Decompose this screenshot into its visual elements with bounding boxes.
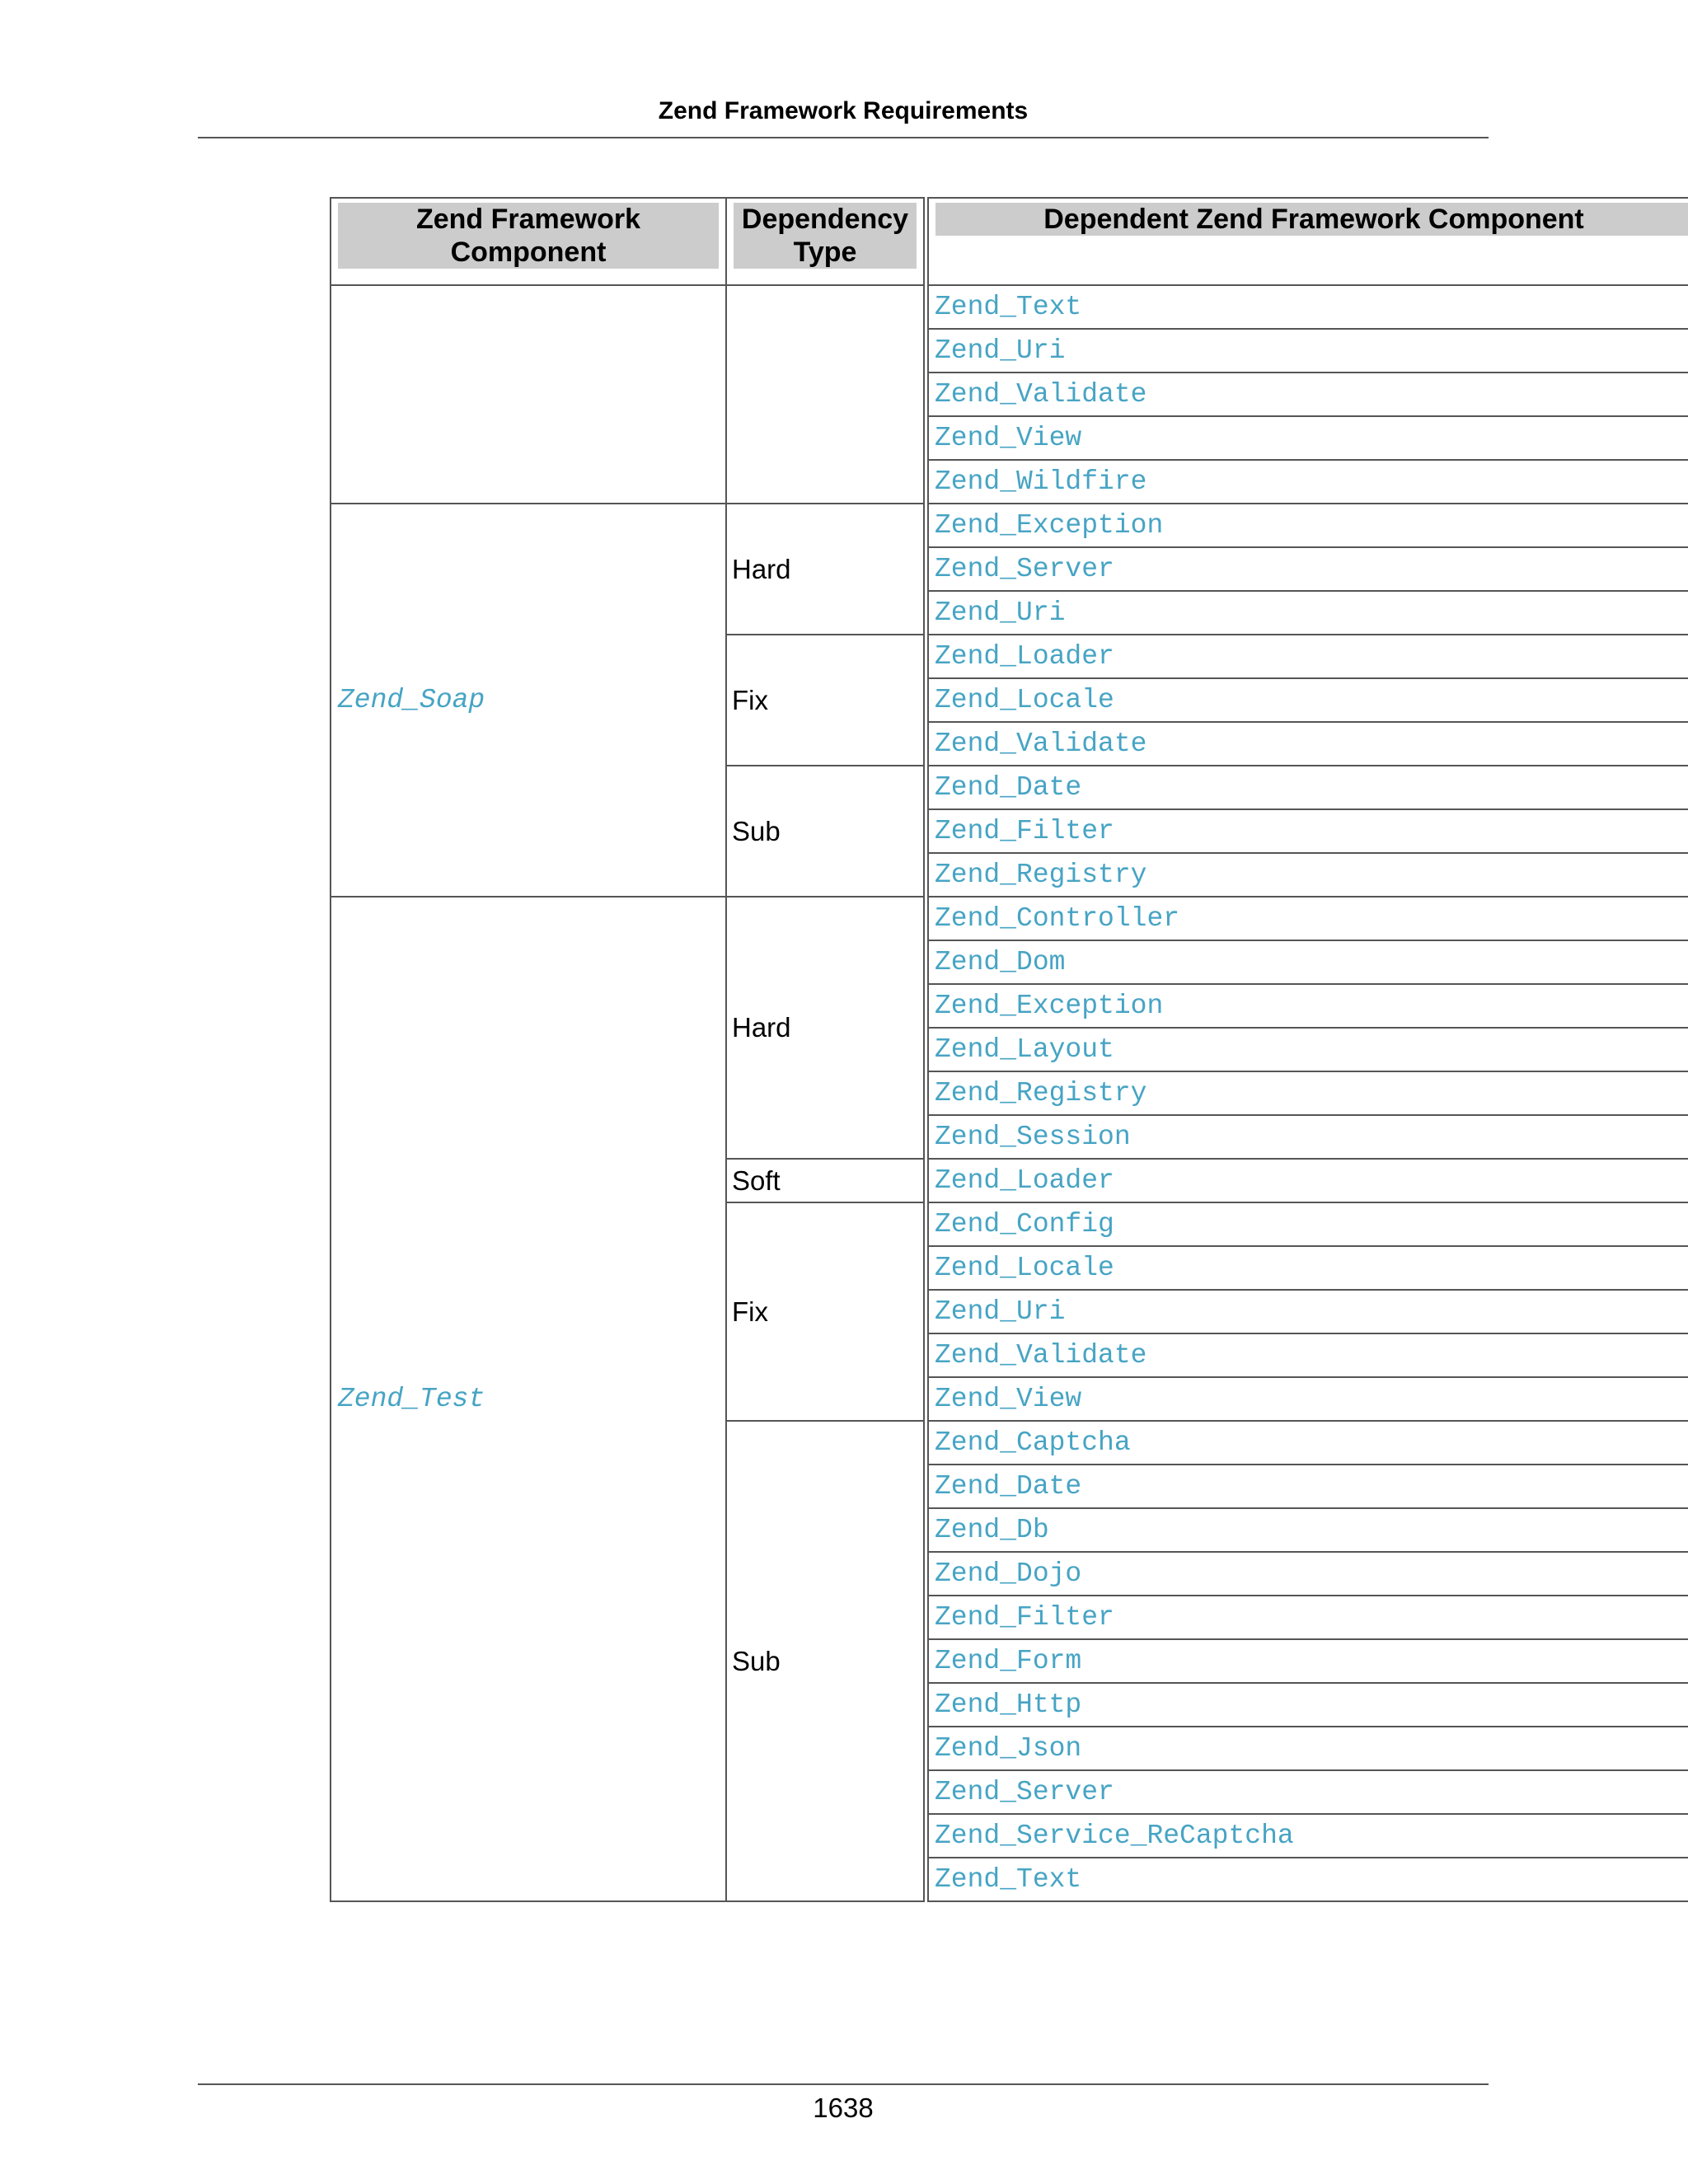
table-row <box>331 504 1688 547</box>
dependency-type-fix: Fix <box>726 1202 924 1421</box>
dependent-link[interactable]: Zend_Locale <box>928 678 1688 722</box>
dependent-link[interactable]: Zend_Filter <box>928 1596 1688 1639</box>
dependent-link[interactable]: Zend_Loader <box>928 635 1688 678</box>
dependent-link[interactable]: Zend_Session <box>928 1115 1688 1159</box>
dependent-link[interactable]: Zend_Http <box>928 1683 1688 1727</box>
dependency-type-soft: Soft <box>726 1159 924 1202</box>
dependent-link[interactable]: Zend_Exception <box>928 984 1688 1028</box>
dependent-link[interactable]: Zend_Controller <box>928 897 1688 940</box>
dependent-link[interactable]: Zend_Registry <box>928 1071 1688 1115</box>
dependent-link[interactable]: Zend_Dojo <box>928 1552 1688 1596</box>
dependent-link[interactable]: Zend_Config <box>928 1202 1688 1246</box>
component-link-zend-test[interactable]: Zend_Test <box>331 897 726 1901</box>
dependent-link[interactable]: Zend_Uri <box>928 591 1688 635</box>
dependent-link[interactable]: Zend_Date <box>928 1465 1688 1508</box>
dependency-type-fix: Fix <box>726 635 924 766</box>
dependent-link[interactable]: Zend_Exception <box>928 504 1688 547</box>
component-link-zend-soap[interactable]: Zend_Soap <box>331 504 726 897</box>
dependency-type-sub: Sub <box>726 766 924 897</box>
header-cell-dependent <box>928 198 1688 285</box>
column-header-dependent-component: Dependent Zend Framework Component <box>935 203 1688 236</box>
dependent-link[interactable]: Zend_Locale <box>928 1246 1688 1290</box>
dependency-type-hard: Hard <box>726 897 924 1159</box>
dependent-link[interactable]: Zend_Validate <box>928 722 1688 766</box>
dependent-link[interactable]: Zend_View <box>928 1377 1688 1421</box>
header-cell-component <box>331 198 726 285</box>
page-number: 1638 <box>198 2083 1489 2126</box>
dependent-link[interactable]: Zend_Uri <box>928 1290 1688 1333</box>
column-header-component: Zend Framework Component <box>338 203 719 269</box>
dependent-link[interactable]: Zend_Validate <box>928 373 1688 416</box>
dependent-link[interactable]: Zend_View <box>928 416 1688 460</box>
dependent-link[interactable]: Zend_Registry <box>928 853 1688 897</box>
continued-component-cell <box>331 285 726 504</box>
dependency-type-hard: Hard <box>726 504 924 635</box>
dependent-link[interactable]: Zend_Layout <box>928 1028 1688 1071</box>
dependent-link[interactable]: Zend_Filter <box>928 809 1688 853</box>
dependent-link[interactable]: Zend_Form <box>928 1639 1688 1683</box>
dependent-link[interactable]: Zend_Server <box>928 1770 1688 1814</box>
dependent-link[interactable]: Zend_Uri <box>928 329 1688 373</box>
dependent-link[interactable]: Zend_Wildfire <box>928 460 1688 504</box>
dependent-link[interactable]: Zend_Date <box>928 766 1688 809</box>
dependent-link[interactable]: Zend_Db <box>928 1508 1688 1552</box>
dependent-link[interactable]: Zend_Server <box>928 547 1688 591</box>
dependent-link[interactable]: Zend_Validate <box>928 1333 1688 1377</box>
dependency-type-sub: Sub <box>726 1421 924 1901</box>
dependent-link[interactable]: Zend_Text <box>928 1858 1688 1901</box>
dependent-link[interactable]: Zend_Dom <box>928 940 1688 984</box>
table-row <box>331 897 1688 940</box>
table-header-row <box>331 198 1688 285</box>
header-cell-type <box>726 198 924 285</box>
page-header-title: Zend Framework Requirements <box>198 91 1489 138</box>
table-row <box>331 285 1688 329</box>
column-header-dependency-type: Dependency Type <box>734 203 917 269</box>
dependent-link[interactable]: Zend_Json <box>928 1727 1688 1770</box>
continued-type-cell <box>726 285 924 504</box>
dependent-link[interactable]: Zend_Service_ReCaptcha <box>928 1814 1688 1858</box>
requirements-table <box>330 197 1688 1902</box>
dependent-link[interactable]: Zend_Text <box>928 285 1688 329</box>
dependent-link[interactable]: Zend_Loader <box>928 1159 1688 1202</box>
dependent-link[interactable]: Zend_Captcha <box>928 1421 1688 1465</box>
